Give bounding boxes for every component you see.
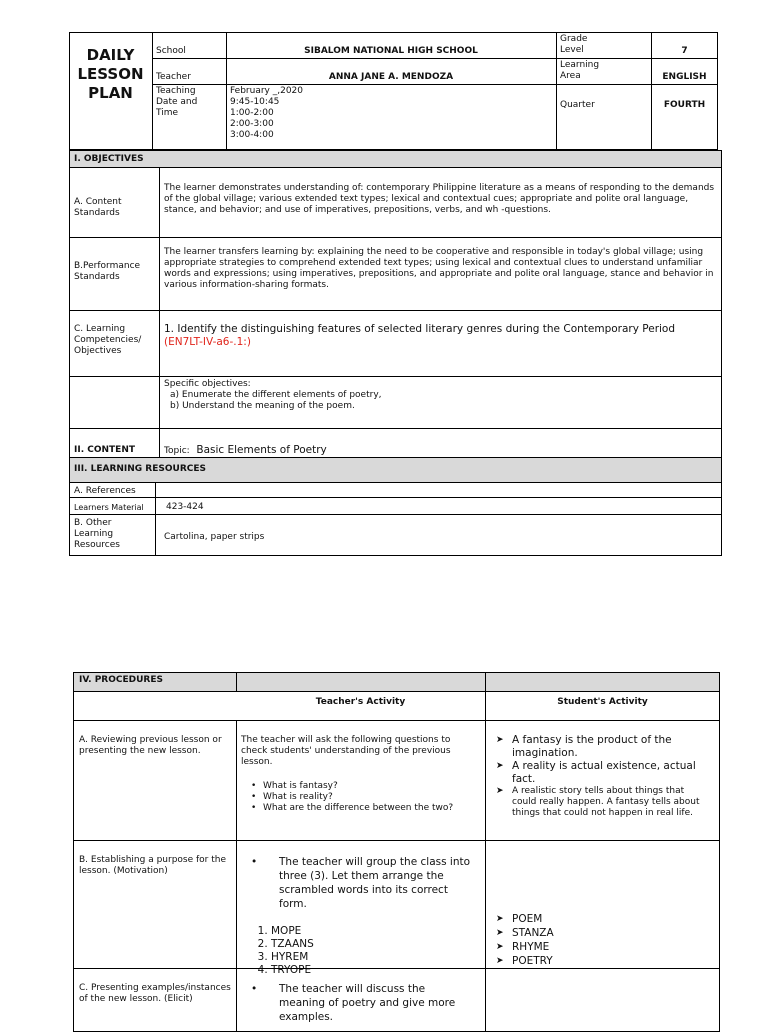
teacher-value: ANNA JANE A. MENDOZA <box>328 72 454 82</box>
competency-code: (EN7LT-IV-a6-.1:) <box>164 336 251 348</box>
content-standards-label: A. Content Standards <box>74 197 122 218</box>
row-b-label: B. Establishing a purpose for the lesson. (Motivation) <box>79 855 227 876</box>
row-a-student: ➤ A fantasy is the product of the imagination. ➤ A reality is actual existence, actual fact. ➤ A realistic story tells about things that could really happen. A fantasy tells about things that could not happen in real life. <box>486 732 711 821</box>
row-c-label: C. Presenting examples/instances of the new lesson. (Elicit) <box>79 983 231 1004</box>
procedures-heading: IV. PROCEDURES <box>79 675 163 685</box>
performance-standards-text: The learner transfers learning by: explaining the need to be cooperative and responsible in today's global village; using appropriate strategies to comprehend extended text types; using lexical and contextual clues to understand unfamiliar words and expressions; using imperatives, prepositions, and appropriate and polite oral language, stance and behavior in various information-sharing formats. <box>164 247 714 290</box>
other-resources-label: B. Other Learning Resources <box>74 518 120 550</box>
competency-label: C. Learning Competencies/ Objectives <box>74 324 142 356</box>
area-label: Learning Area <box>560 60 600 81</box>
row-a-teacher: The teacher will ask the following questions to check students' understanding of the previous lesson. • What is fantasy? • What is reality? • What are the difference between the two? <box>237 733 483 816</box>
grade-value: 7 <box>681 46 688 56</box>
lm-value: 423-424 <box>166 502 204 512</box>
quarter-label: Quarter <box>560 100 595 110</box>
objectives-heading: I. OBJECTIVES <box>74 154 144 164</box>
date-label: Teaching Date and Time <box>156 86 198 118</box>
references-label: A. References <box>74 486 136 496</box>
performance-standards-label: B.Performance Standards <box>74 261 141 282</box>
resources-heading: III. LEARNING RESOURCES <box>74 464 206 474</box>
teacher-activity-header: Teacher's Activity <box>315 697 406 707</box>
specific-objectives: Specific objectives: a) Enumerate the different elements of poetry, b) Understand the meaning of the poem. <box>164 379 382 411</box>
other-resources-value: Cartolina, paper strips <box>164 532 265 542</box>
competency-text: 1. Identify the distinguishing features of selected literary genres during the Contemporary Period (EN7LT-IV-a6-.1:) <box>164 323 676 348</box>
lm-label: Learners Material <box>74 503 144 512</box>
school-value: SIBALOM NATIONAL HIGH SCHOOL <box>304 46 478 56</box>
grade-label: Grade Level <box>560 34 588 55</box>
quarter-value: FOURTH <box>663 100 706 110</box>
topic: Topic: Basic Elements of Poetry <box>164 444 327 456</box>
content-standards-text: The learner demonstrates understanding of: contemporary Philippine literature as a means of responding to the demands of the global village; various extended text types; lexical and contextual cues; appropriate and polite oral language, stance, and behavior; and use of imperatives, prepositions, verbs, and wh -questions. <box>164 183 715 215</box>
content-heading: II. CONTENT <box>74 445 135 455</box>
row-b-student: ➤ POEM ➤ STANZA ➤ RHYME ➤ POETRY <box>486 910 711 970</box>
area-value: ENGLISH <box>662 72 707 82</box>
row-c-teacher: • The teacher will discuss the meaning of poetry and give more examples. <box>237 980 483 1026</box>
school-label: School <box>156 46 186 56</box>
row-b-teacher: • The teacher will group the class into three (3). Let them arrange the scrambled words into its correct form. 1. MOPE 2. TZAANS 3. HYREM 4. TRYOPE <box>237 853 483 979</box>
teacher-label: Teacher <box>156 72 191 82</box>
student-activity-header: Student's Activity <box>557 697 648 707</box>
plan-title: DAILY LESSON PLAN <box>77 46 144 102</box>
row-a-label: A. Reviewing previous lesson or presenting the new lesson. <box>79 735 222 756</box>
date-lines: February _,2020 9:45-10:45 1:00-2:00 2:00-3:00 3:00-4:00 <box>230 86 304 140</box>
